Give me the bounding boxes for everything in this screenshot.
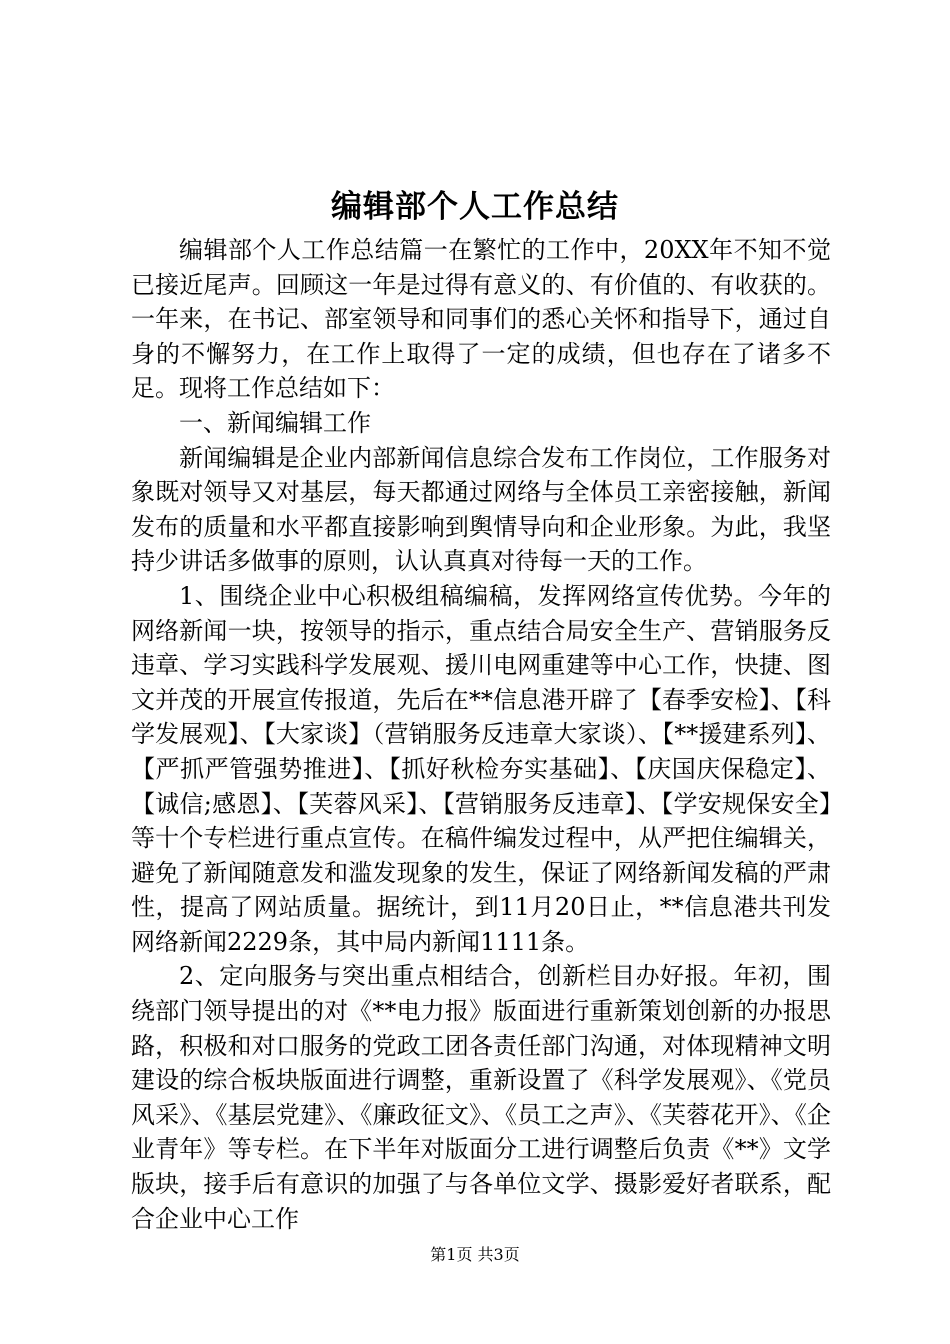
paragraph-news-editing-overview: 新闻编辑是企业内部新闻信息综合发布工作岗位，工作服务对象既对领导又对基层，每天都通过网络与全体员工亲密接触，新闻发布的质量和水平都直接影响到舆情导向和企业形象。为此，我坚持少讲话多做事的原则，认认真真对待每一天的工作。 (131, 443, 831, 576)
document-body (131, 233, 831, 1236)
paragraph-item-1: 1、围绕企业中心积极组稿编稿，发挥网络宣传优势。今年的网络新闻一块，按领导的指示，重点结合局安全生产、营销服务反违章、学习实践科学发展观、援川电网重建等中心工作，快捷、图文并茂的开展宣传报道，先后在**信息港开辟了【春季安检】、【科学发展观】、【大家谈】（营销服务反违章大家谈）、【**援建系列】、【严抓严管强势推进】、【抓好秋检夯实基础】、【庆国庆保稳定】、【诚信;感恩】、【芙蓉风采】、【营销服务反违章】、【学安规保安全】等十个专栏进行重点宣传。在稿件编发过程中，从严把住编辑关，避免了新闻随意发和滥发现象的发生，保证了网络新闻发稿的严肃性，提高了网站质量。据统计，到11月20日止，**信息港共刊发网络新闻2229条，其中局内新闻1111条。 (131, 581, 831, 956)
section-heading-news-editing: 一、新闻编辑工作 (179, 408, 371, 437)
paragraph-intro: 编辑部个人工作总结篇一在繁忙的工作中，20XX年不知不觉已接近尾声。回顾这一年是过得有意义的、有价值的、有收获的。一年来，在书记、部室领导和同事们的悉心关怀和指导下，通过自身的不懈努力，在工作上取得了一定的成绩，但也存在了诸多不足。现将工作总结如下： (131, 236, 831, 403)
paragraph-item-2: 2、定向服务与突出重点相结合，创新栏目办好报。年初，围绕部门领导提出的对《**电力报》版面进行重新策划创新的办报思路，积极和对口服务的党政工团各责任部门沟通，对体现精神文明建设的综合板块版面进行调整，重新设置了《科学发展观》、《党员风采》、《基层党建》、《廉政征文》、《员工之声》、《芙蓉花开》、《企业青年》等专栏。在下半年对版面分工进行调整后负责《**》文学版块，接手后有意识的加强了与各单位文学、摄影爱好者联系，配合企业中心工作 (131, 962, 831, 1233)
document-title: 编辑部个人工作总结 (331, 189, 619, 225)
page-number-footer: 第1页 共3页 (430, 1245, 520, 1264)
